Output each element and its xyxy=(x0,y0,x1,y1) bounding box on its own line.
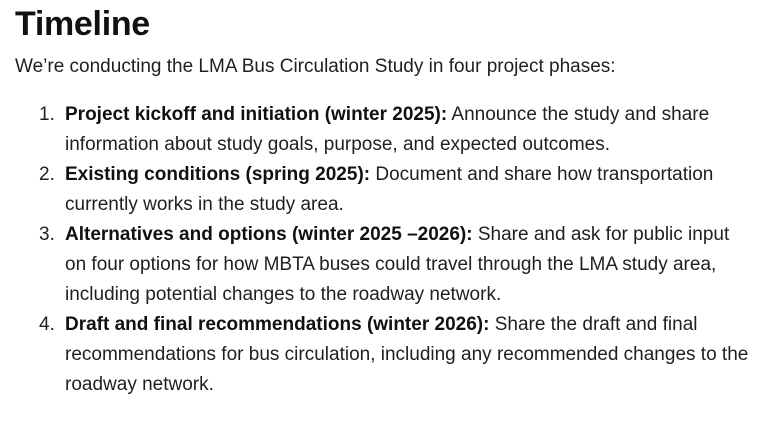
phase-description: Share the draft and final recommendations for bus circulation, including any recommended changes to the roadway network. xyxy=(65,314,749,395)
phase-name: Draft and final recommendations (winter 2026): xyxy=(65,314,490,335)
phase-list xyxy=(15,100,755,400)
phase-item-alternatives xyxy=(39,220,755,310)
phase-description: Announce the study and share information about study goals, purpose, and expected outcomes. xyxy=(65,104,710,155)
phase-number: 3. xyxy=(39,224,55,245)
phase-number: 4. xyxy=(39,314,55,335)
phase-number: 1. xyxy=(39,104,55,125)
phase-item-existing-conditions xyxy=(39,160,755,220)
phase-description: Document and share how transportation currently works in the study area. xyxy=(65,164,714,215)
phase-item-kickoff xyxy=(39,100,755,160)
phase-name: Project kickoff and initiation (winter 2025): xyxy=(65,104,448,125)
intro-text: We’re conducting the LMA Bus Circulation Study in four project phases: xyxy=(15,56,616,77)
phase-number: 2. xyxy=(39,164,55,185)
phase-description: Share and ask for public input on four options for how MBTA buses could travel through the LMA study area, including potential changes to the roadway network. xyxy=(65,224,730,305)
phase-name: Existing conditions (spring 2025): xyxy=(65,164,371,185)
phase-item-recommendations xyxy=(39,310,755,400)
section-title: Timeline xyxy=(15,5,150,43)
phase-name: Alternatives and options (winter 2025 –2026): xyxy=(65,224,473,245)
